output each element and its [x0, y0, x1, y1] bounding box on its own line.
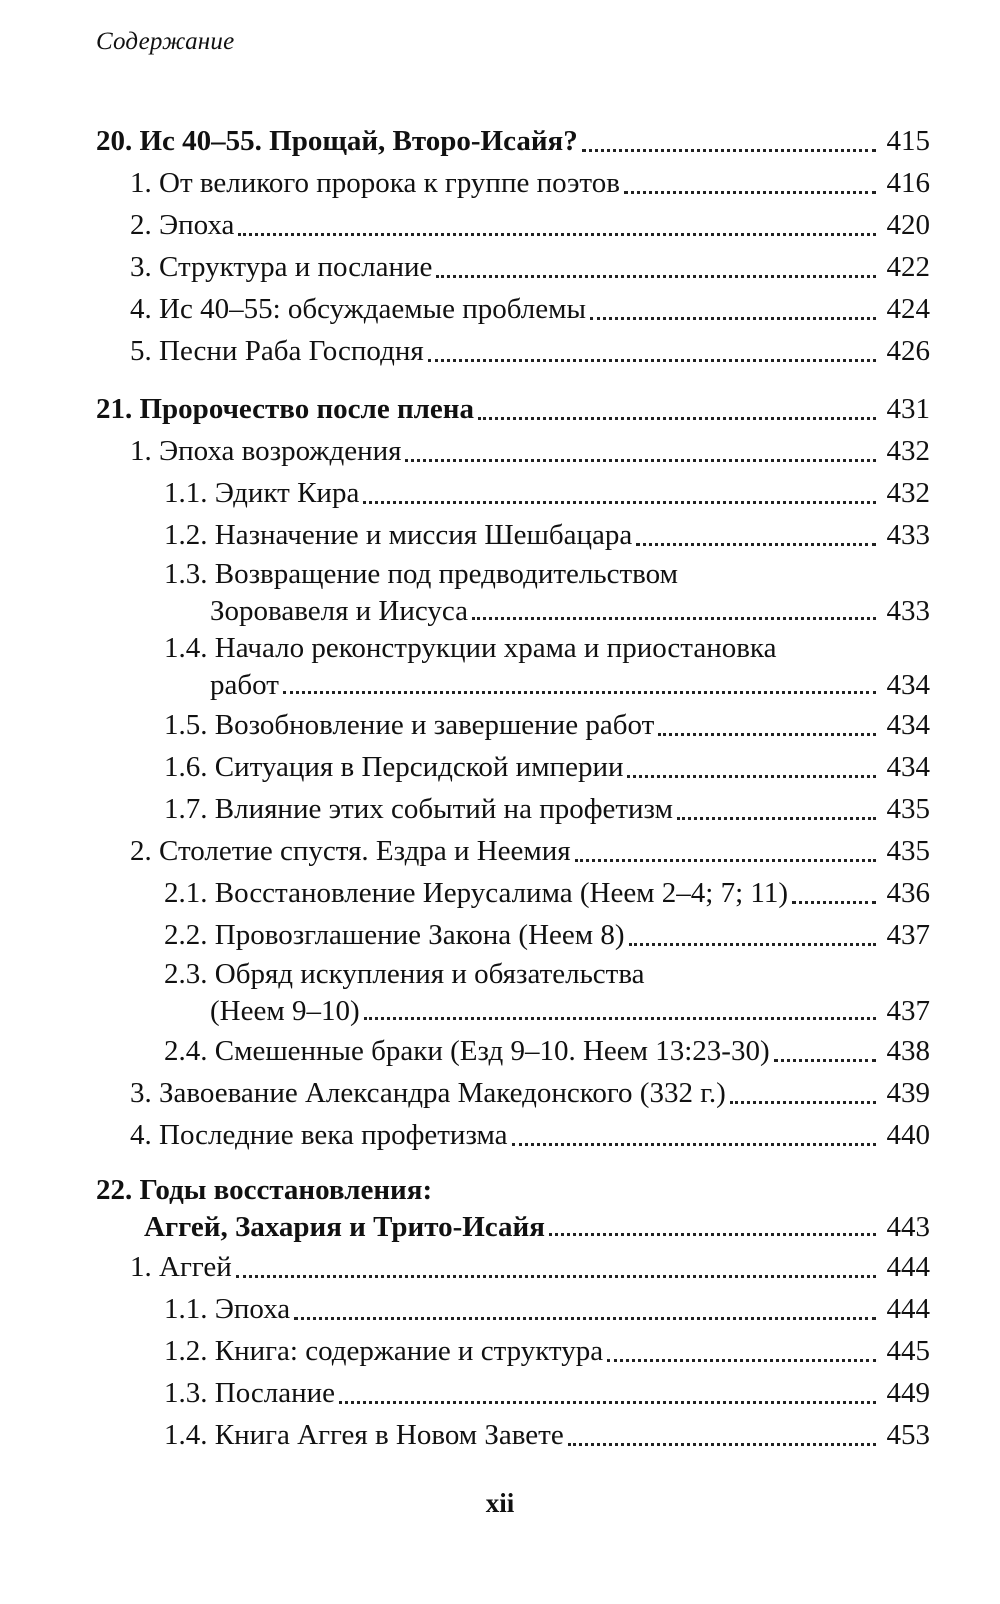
toc-entry[interactable] [96, 246, 930, 288]
dot-leader [607, 1353, 876, 1362]
toc-chapter-21[interactable] [96, 388, 930, 430]
toc-entry-page: 443 [886, 1211, 930, 1243]
dot-leader [582, 143, 876, 152]
toc-entry[interactable] [96, 430, 930, 472]
toc-entry-title: 2. Столетие спустя. Ездра и Неемия [130, 835, 571, 867]
toc-entry-title: 4. Последние века профетизма [130, 1119, 508, 1151]
dot-leader [363, 495, 876, 504]
dot-leader [636, 537, 876, 546]
toc-entry-title: 1. Аггей [130, 1251, 232, 1283]
toc-entry-title: 1. От великого пророка к группе поэтов [130, 167, 620, 199]
toc-entry-continuation [96, 666, 930, 704]
toc-entry-title: 1.7. Влияние этих событий на профетизм [164, 793, 673, 825]
dot-leader [294, 1311, 876, 1320]
toc-entry-page: 438 [886, 1035, 930, 1067]
toc-entry[interactable] [96, 288, 930, 330]
toc-entry[interactable] [96, 830, 930, 872]
toc-entry-title: 2.4. Смешенные браки (Езд 9–10. Неем 13:23-30) [164, 1035, 770, 1067]
dot-leader [405, 453, 876, 462]
toc-chapter-22[interactable] [96, 1172, 930, 1246]
toc-entry-page: 444 [886, 1251, 930, 1283]
toc-entry-continuation [96, 1208, 930, 1246]
toc-entry-title: 2.1. Восстановление Иерусалима (Неем 2–4; 7; 11) [164, 877, 788, 909]
toc-entry-page: 416 [886, 167, 930, 199]
toc-entry-title: 2.2. Провозглашение Закона (Неем 8) [164, 919, 625, 951]
toc-entry-title: 21. Пророчество после плена [96, 393, 475, 425]
page-number: xii [485, 1488, 515, 1518]
dot-leader [568, 1437, 876, 1446]
toc-entry-page: 415 [886, 125, 930, 157]
dot-leader [472, 611, 876, 620]
toc-entry[interactable] [96, 704, 930, 746]
toc-entry-page: 436 [886, 877, 930, 909]
toc-entry-title: 3. Структура и послание [130, 251, 433, 283]
toc-entry-page: 426 [886, 335, 930, 367]
dot-leader [730, 1095, 876, 1104]
toc-entry-page: 434 [886, 669, 930, 701]
toc-entry-page: 420 [886, 209, 930, 241]
toc-entry-page: 449 [886, 1377, 930, 1409]
toc-entry-title-line2: (Неем 9–10) [210, 995, 360, 1027]
toc-entry[interactable] [96, 956, 930, 1030]
toc-entry-page: 445 [886, 1335, 930, 1367]
dot-leader [590, 311, 876, 320]
toc-entry[interactable] [96, 872, 930, 914]
toc-entry[interactable] [96, 1414, 930, 1456]
toc-chapter-20[interactable] [96, 120, 930, 162]
toc-entry-title: 1.5. Возобновление и завершение работ [164, 709, 655, 741]
dot-leader [792, 895, 876, 904]
running-header: Содержание [96, 28, 235, 55]
toc-entry-page: 453 [886, 1419, 930, 1451]
dot-leader [575, 853, 876, 862]
toc-entry-title-line1: 22. Годы восстановления: [96, 1174, 433, 1206]
toc-entry[interactable] [96, 330, 930, 372]
dot-leader [436, 269, 876, 278]
toc-entry-page: 431 [886, 393, 930, 425]
toc-entry-page: 437 [886, 919, 930, 951]
toc-entry[interactable] [96, 1288, 930, 1330]
dot-leader [364, 1011, 876, 1020]
toc-entry-page: 435 [886, 835, 930, 867]
dot-leader [629, 937, 876, 946]
toc-entry-title: 1.6. Ситуация в Персидской империи [164, 751, 624, 783]
dot-leader [478, 411, 876, 420]
toc-entry-page: 437 [886, 995, 930, 1027]
toc-entry-title-line2: Аггей, Захария и Трито-Исайя [144, 1211, 545, 1243]
toc-entry-continuation [96, 592, 930, 630]
toc-entry[interactable] [96, 472, 930, 514]
toc-entry-title-line1: 1.3. Возвращение под предводительством [164, 558, 678, 590]
dot-leader [549, 1227, 876, 1236]
dot-leader [624, 185, 876, 194]
toc-entry-title: 1. Эпоха возрождения [130, 435, 402, 467]
toc-entry-page: 424 [886, 293, 930, 325]
toc-entry[interactable] [96, 1072, 930, 1114]
toc-entry[interactable] [96, 556, 930, 630]
toc-entry-page: 433 [886, 595, 930, 627]
toc-entry[interactable] [96, 204, 930, 246]
toc-entry-title: 1.2. Книга: содержание и структура [164, 1335, 604, 1367]
dot-leader [428, 353, 876, 362]
toc-entry[interactable] [96, 514, 930, 556]
dot-leader [238, 227, 876, 236]
toc-entry[interactable] [96, 746, 930, 788]
toc-entry-title-line1: 1.4. Начало реконструкции храма и приостановка [164, 632, 777, 664]
toc-entry-title: 4. Ис 40–55: обсуждаемые проблемы [130, 293, 586, 325]
toc-entry-title: 3. Завоевание Александра Македонского (332 г.) [130, 1077, 726, 1109]
toc-entry[interactable] [96, 1330, 930, 1372]
dot-leader [236, 1269, 876, 1278]
dot-leader [774, 1053, 876, 1062]
toc-entry-continuation [96, 992, 930, 1030]
dot-leader [627, 769, 876, 778]
toc-entry-page: 434 [886, 751, 930, 783]
dot-leader [512, 1137, 876, 1146]
toc-entry-page: 432 [886, 435, 930, 467]
toc-entry-title: 1.1. Эпоха [164, 1293, 291, 1325]
toc-entry[interactable] [96, 1246, 930, 1288]
toc-entry-page: 433 [886, 519, 930, 551]
dot-leader [677, 811, 876, 820]
toc-entry-page: 440 [886, 1119, 930, 1151]
toc-entry-title: 1.3. Послание [164, 1377, 336, 1409]
toc-entry-page: 434 [886, 709, 930, 741]
toc-entry[interactable] [96, 162, 930, 204]
toc-entry-page: 422 [886, 251, 930, 283]
dot-leader [658, 727, 876, 736]
toc-entry-title: 1.2. Назначение и миссия Шешбацара [164, 519, 633, 551]
toc-entry-page: 435 [886, 793, 930, 825]
toc-entry-page: 444 [886, 1293, 930, 1325]
toc-entry[interactable] [96, 1114, 930, 1156]
toc-entry[interactable] [96, 914, 930, 956]
table-of-contents [96, 120, 930, 1456]
toc-entry[interactable] [96, 630, 930, 704]
toc-entry-title-line2: работ [210, 669, 279, 701]
toc-entry-title: 20. Ис 40–55. Прощай, Второ-Исайя? [96, 125, 578, 157]
toc-entry[interactable] [96, 1372, 930, 1414]
dot-leader [339, 1395, 876, 1404]
toc-entry-title: 2. Эпоха [130, 209, 235, 241]
dot-leader [283, 685, 876, 694]
toc-entry-title: 1.4. Книга Аггея в Новом Завете [164, 1419, 564, 1451]
toc-entry-title-line2: Зоровавеля и Иисуса [210, 595, 468, 627]
toc-entry-title: 1.1. Эдикт Кира [164, 477, 360, 509]
toc-entry-page: 439 [886, 1077, 930, 1109]
toc-entry[interactable] [96, 1030, 930, 1072]
toc-entry[interactable] [96, 788, 930, 830]
toc-entry-title-line1: 2.3. Обряд искупления и обязательства [164, 958, 645, 990]
toc-entry-title: 5. Песни Раба Господня [130, 335, 424, 367]
toc-entry-page: 432 [886, 477, 930, 509]
